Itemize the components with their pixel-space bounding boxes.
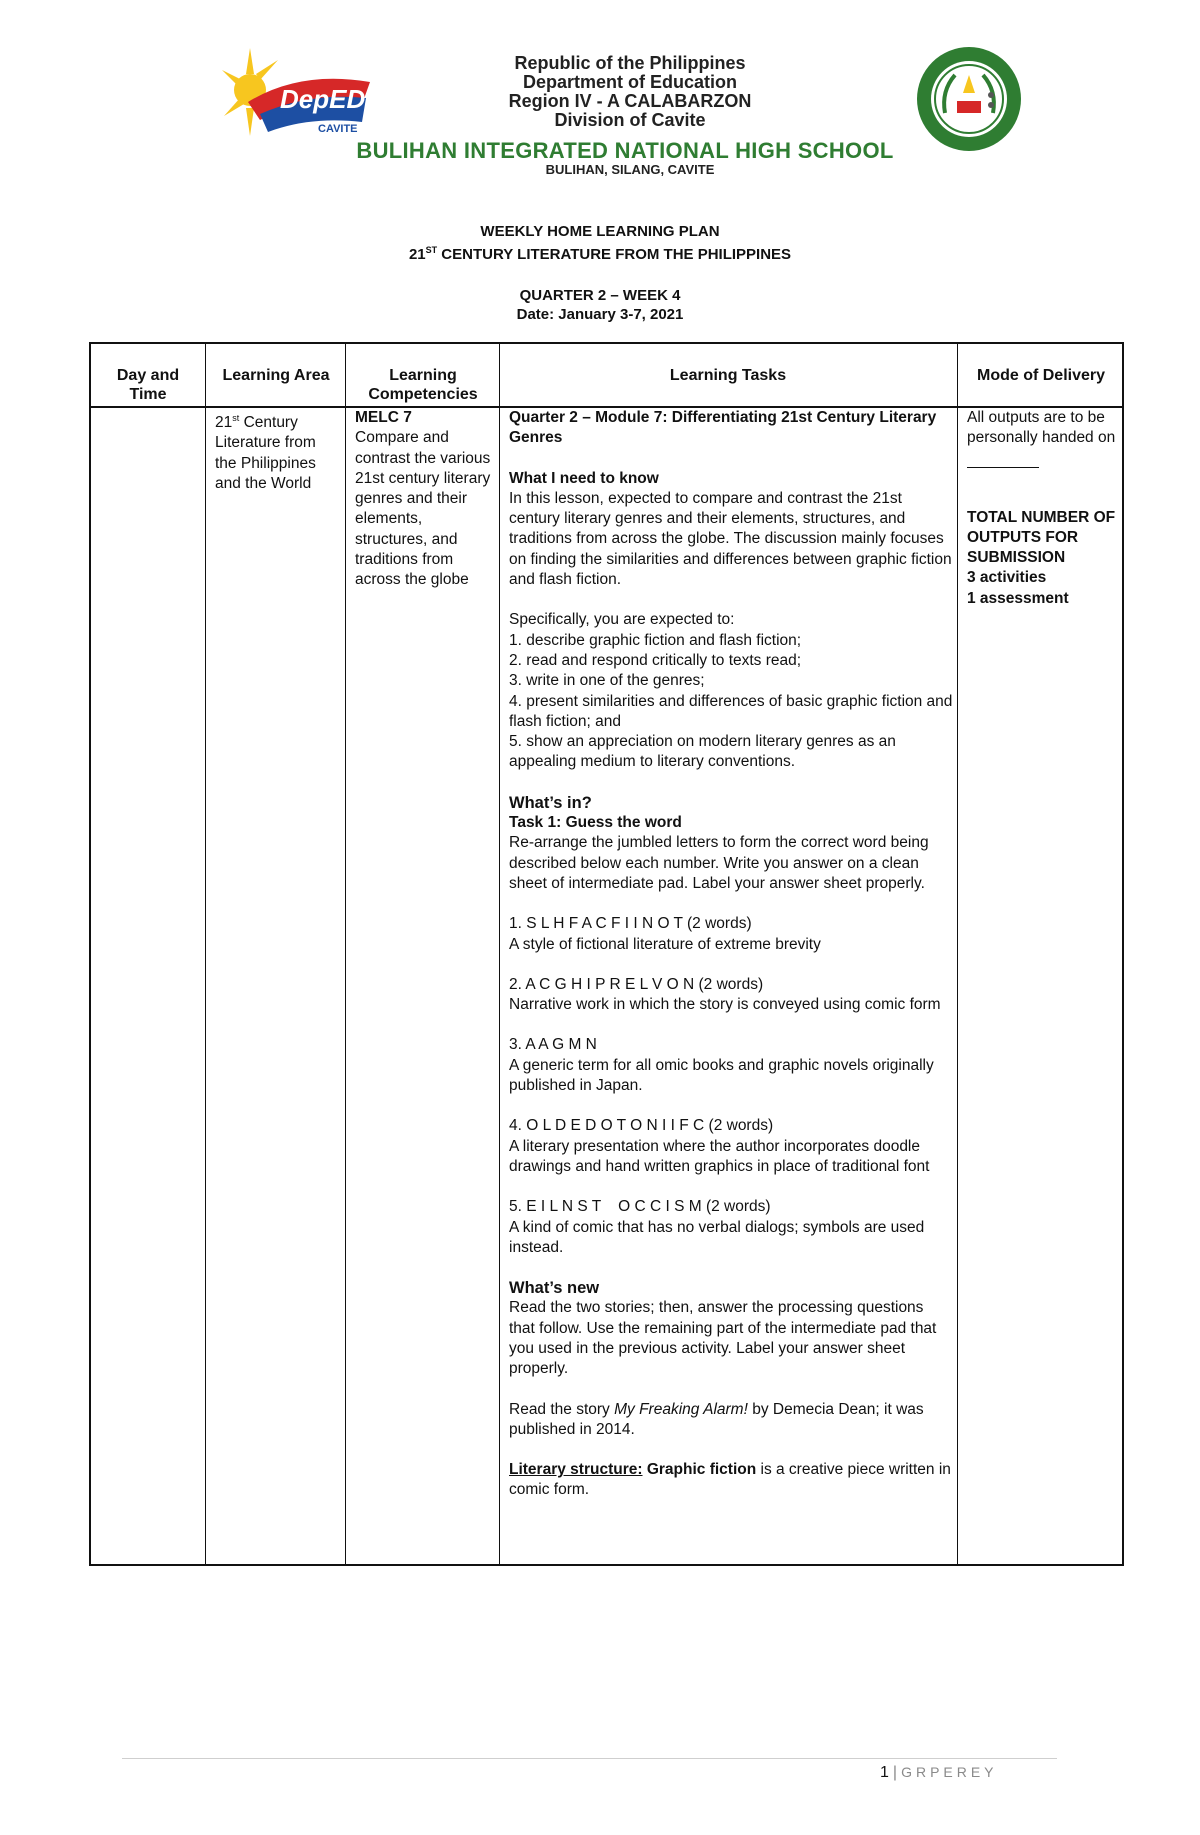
objective-item: 4. present similarities and differences of basic graphic fiction and flash fiction; and xyxy=(509,692,953,730)
delivery-text: All outputs are to be personally handed on xyxy=(967,409,1116,447)
column-divider xyxy=(957,344,958,1564)
document-titles xyxy=(200,222,1000,324)
plan-date: Date: January 3-7, 2021 xyxy=(516,306,684,323)
header-competencies: Learning Competencies xyxy=(368,367,478,403)
competency-text: Compare and contrast the various 21st century literary genres and their elements, structures, and traditions from across the globe xyxy=(355,429,491,589)
learning-area-cell: 21st Century Literature from the Philippines and the World xyxy=(215,413,316,493)
task1-heading: Task 1: Guess the word xyxy=(509,814,682,832)
column-divider xyxy=(345,344,346,1564)
gov-line-region: Region IV - A CALABARZON xyxy=(508,91,752,111)
competencies-cell xyxy=(355,408,495,591)
logo-text: DepED xyxy=(280,84,366,114)
page-footer xyxy=(880,1764,1060,1782)
jumbled-desc: A kind of comic that has no verbal dialogs; symbols are used instead. xyxy=(509,1218,925,1256)
objective-item: 5. show an appreciation on modern literary genres as an appealing medium to literary conventions. xyxy=(509,733,896,771)
jumbled-word: 5. E I L N S T O C C I S M (2 words) xyxy=(509,1198,771,1216)
jumbled-word: 3. A A G M N xyxy=(509,1036,597,1054)
know-text: In this lesson, expected to compare and contrast the 21st century literary genres and their elements, structures, and traditions from across the globe. The discussion mainly focuses on finding the similarities and differences between graphic fiction and flash fiction. xyxy=(509,489,952,589)
jumbled-word: 1. S L H F A C F I I N O T (2 words) xyxy=(509,915,752,933)
footer-author: GRPEREY xyxy=(901,1764,998,1780)
learning-plan-table xyxy=(89,342,1124,1566)
page-number: 1 xyxy=(880,1764,889,1781)
objective-item: 1. describe graphic fiction and flash fiction; xyxy=(509,631,802,649)
header-mode-of-delivery: Mode of Delivery xyxy=(976,367,1106,384)
school-address: BULIHAN, SILANG, CAVITE xyxy=(545,162,715,177)
school-seal-icon xyxy=(915,45,1023,153)
whats-new-text: Read the two stories; then, answer the processing questions that follow. Use the remaining part of the intermediate pad that you used in the previous activity. Label your answer sheet properly. xyxy=(509,1299,937,1378)
footer-separator: | xyxy=(892,1764,898,1781)
logo-subtext: CAVITE xyxy=(318,123,358,135)
learning-tasks-cell xyxy=(509,408,953,1501)
column-divider xyxy=(499,344,500,1564)
objective-item: 3. write in one of the genres; xyxy=(509,672,705,690)
delivery-cell xyxy=(967,408,1117,609)
header-learning-tasks: Learning Tasks xyxy=(669,367,787,384)
activities-count: 3 activities xyxy=(967,569,1047,587)
module-title: Quarter 2 – Module 7: Differentiating 21st Century Literary Genres xyxy=(509,409,937,447)
jumbled-desc: A style of fictional literature of extreme brevity xyxy=(509,935,821,953)
assessment-count: 1 assessment xyxy=(967,589,1069,607)
column-divider xyxy=(205,344,206,1564)
story-line: Read the story My Freaking Alarm! by Demecia Dean; it was published in 2014. xyxy=(509,1400,924,1438)
blank-line xyxy=(967,449,1039,468)
gov-line-department: Department of Education xyxy=(522,72,737,92)
know-heading: What I need to know xyxy=(509,469,659,487)
structure-label: Literary structure: xyxy=(509,1461,643,1479)
gov-line-republic: Republic of the Philippines xyxy=(514,53,746,73)
jumbled-word: 4. O L D E D O T O N I I F C (2 words) xyxy=(509,1117,774,1135)
jumbled-desc: A generic term for all omic books and graphic novels originally published in Japan. xyxy=(509,1056,934,1095)
header-learning-area: Learning Area xyxy=(222,367,330,384)
structure-line: Literary structure: Graphic fiction is a creative piece written in comic form. xyxy=(509,1461,951,1499)
deped-cavite-logo xyxy=(220,40,390,140)
jumbled-word: 2. A C G H I P R E L V O N (2 words) xyxy=(509,975,764,993)
jumbled-desc: A literary presentation where the author incorporates doodle drawings and hand written graphics in place of traditional font xyxy=(509,1137,930,1175)
letterhead xyxy=(0,0,1200,200)
whats-in-heading: What’s in? xyxy=(509,793,592,812)
jumbled-desc: Narrative work in which the story is conveyed using comic form xyxy=(509,996,941,1014)
government-lines xyxy=(430,54,830,130)
whats-new-heading: What’s new xyxy=(509,1279,600,1298)
footer-rule xyxy=(122,1758,1057,1759)
task1-text: Re-arrange the jumbled letters to form the correct word being described below each number. Write you answer on a clean sheet of intermediate pad. Label your answer sheet properly. xyxy=(509,834,929,892)
gov-line-division: Division of Cavite xyxy=(554,110,706,130)
story-title: My Freaking Alarm! xyxy=(614,1400,748,1418)
objective-item: 2. read and respond critically to texts read; xyxy=(509,651,802,669)
plan-title: WEEKLY HOME LEARNING PLAN xyxy=(480,223,720,240)
header-day-time: Day and Time xyxy=(116,367,180,403)
school-name: BULIHAN INTEGRATED NATIONAL HIGH SCHOOL xyxy=(356,138,894,163)
quarter-week: QUARTER 2 – WEEK 4 xyxy=(519,287,681,304)
subject-title: 21ST CENTURY LITERATURE FROM THE PHILIPPINES xyxy=(408,245,792,263)
total-outputs-label: TOTAL NUMBER OF OUTPUTS FOR SUBMISSION xyxy=(967,508,1116,567)
melc-code: MELC 7 xyxy=(355,409,412,426)
expected-intro: Specifically, you are expected to: xyxy=(509,611,735,629)
